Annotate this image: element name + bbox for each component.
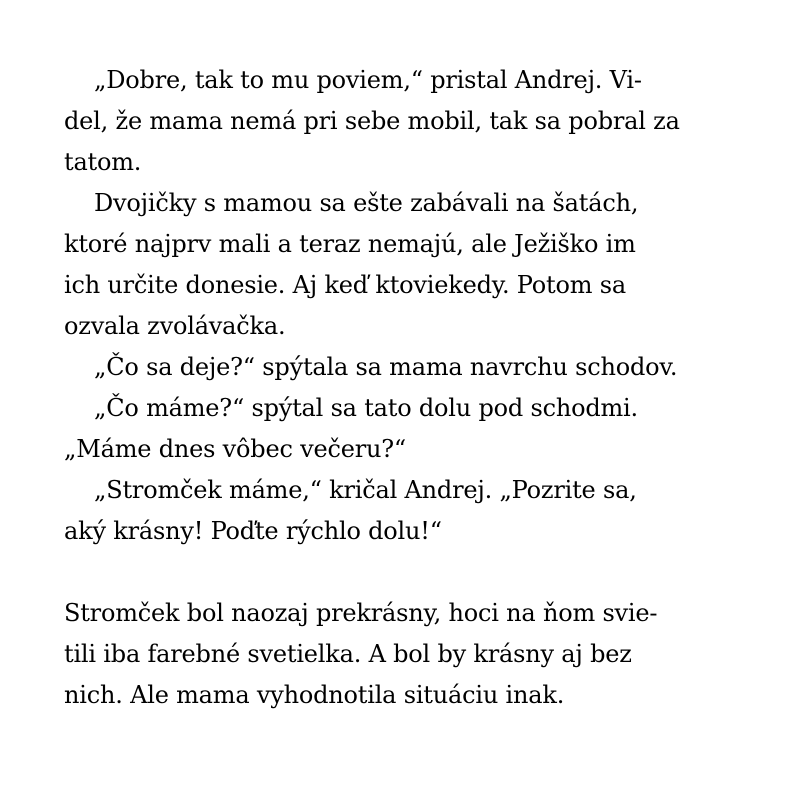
- text-line: del, že mama nemá pri sebe mobil, tak sa pobral za: [64, 107, 680, 135]
- text-line: ozvala zvolávačka.: [64, 312, 286, 340]
- paragraph-3: [64, 347, 744, 388]
- text-line: tatom.: [64, 148, 142, 176]
- text-line: tili iba farebné svetielka. A bol by krásny aj bez: [64, 640, 632, 668]
- text-line: „Stromček máme,“ kričal Andrej. „Pozrite sa,: [94, 476, 637, 504]
- paragraph-6: [64, 593, 744, 716]
- paragraph-2: [64, 183, 744, 347]
- text-line: ich určite donesie. Aj keď ktoviekedy. Potom sa: [64, 271, 626, 299]
- text-line: „Čo máme?“ spýtal sa tato dolu pod schodmi.: [94, 394, 638, 422]
- text-line: ktoré najprv mali a teraz nemajú, ale Ježiško im: [64, 230, 636, 258]
- text-line: Stromček bol naozaj prekrásny, hoci na ňom svie-: [64, 599, 658, 627]
- text-line: aký krásny! Poďte rýchlo dolu!“: [64, 517, 442, 545]
- text-line: „Máme dnes vôbec večeru?“: [64, 435, 406, 463]
- text-line: Dvojičky s mamou sa ešte zabávali na šatách,: [94, 189, 639, 217]
- page-text: [64, 60, 744, 716]
- text-line: „Dobre, tak to mu poviem,“ pristal Andrej. Vi-: [94, 66, 642, 94]
- text-line: nich. Ale mama vyhodnotila situáciu inak.: [64, 681, 565, 709]
- paragraph-1: [64, 60, 744, 183]
- text-line: „Čo sa deje?“ spýtala sa mama navrchu schodov.: [94, 353, 678, 381]
- paragraph-5: [64, 470, 744, 552]
- section-break: [64, 552, 744, 593]
- paragraph-4: [64, 388, 744, 470]
